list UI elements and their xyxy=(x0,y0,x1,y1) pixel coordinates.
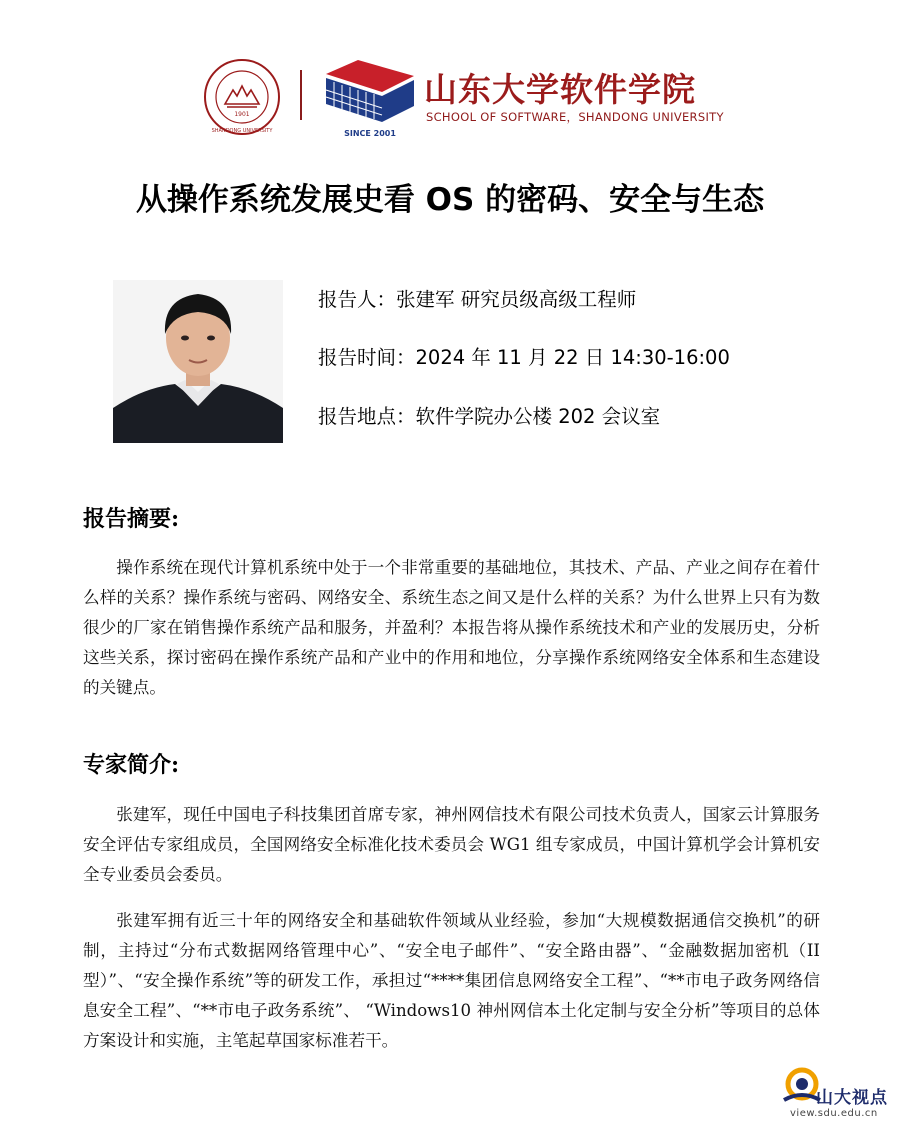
seal-text: SHANDONG UNIVERSITY xyxy=(211,128,273,134)
speaker-photo xyxy=(113,280,283,443)
bio-paragraph-1: 张建军，现任中国电子科技集团首席专家，神州网信技术有限公司技术负责人，国家云计算服务安全评估专家组成员，全国网络安全标准化技术委员会 WG1 组专家成员，中国计算机学会计算机安全专业委员会委员。 xyxy=(83,805,820,884)
school-name-cn: 山东大学软件学院 xyxy=(424,70,696,109)
time-info: 报告时间：2024 年 11 月 22 日 14:30-16:00 xyxy=(318,346,730,369)
abstract-text: 操作系统在现代计算机系统中处于一个非常重要的基础地位，其技术、产品、产业之间存在着什么样的关系？操作系统与密码、网络安全、系统生态之间又是什么样的关系？为什么世界上只有为数很少的厂家在销售操作系统产品和服务，并盈利？本报告将从操作系统技术和产业的发展历史，分析这些关系，探讨密码在操作系统产品和产业中的作用和地位，分享操作系统网络安全体系和生态建设的关键点。 xyxy=(83,558,820,697)
seal-year: 1901 xyxy=(234,111,250,118)
watermark-name: 山大视点 xyxy=(816,1088,888,1108)
speaker-info: 报告人：张建军 研究员级高级工程师 xyxy=(318,288,637,311)
report-title: 从操作系统发展史看 OS 的密码、安全与生态 xyxy=(135,182,765,218)
school-name-en: SCHOOL OF SOFTWARE，SHANDONG UNIVERSITY xyxy=(426,110,724,124)
watermark-url: view.sdu.edu.cn xyxy=(790,1108,878,1119)
place-info: 报告地点：软件学院办公楼 202 会议室 xyxy=(318,405,661,428)
abstract-heading: 报告摘要: xyxy=(83,506,180,532)
bio-heading: 专家简介: xyxy=(83,752,180,778)
since-label: SINCE 2001 xyxy=(344,129,396,138)
shandong-university-seal xyxy=(203,58,281,136)
school-of-software-logo xyxy=(320,52,420,138)
bio-paragraph-2: 张建军拥有近三十年的网络安全和基础软件领域从业经验，参加“大规模数据通信交换机”的研制，主持过“分布式数据网络管理中心”、“安全电子邮件”、“安全路由器”、“金融数据加密机（II 型）”、“安全操作系统”等的研发工作，承担过“****集团信息网络安全工程”、“**市电子政务网络信息安全工程”、“**市电子政务系统”、 “Windows10 神州网信本土化定制与安全分析”等项目的总体方案设计和实施，主笔起草国家标准若干。 xyxy=(83,911,820,1050)
header-divider xyxy=(300,70,302,120)
